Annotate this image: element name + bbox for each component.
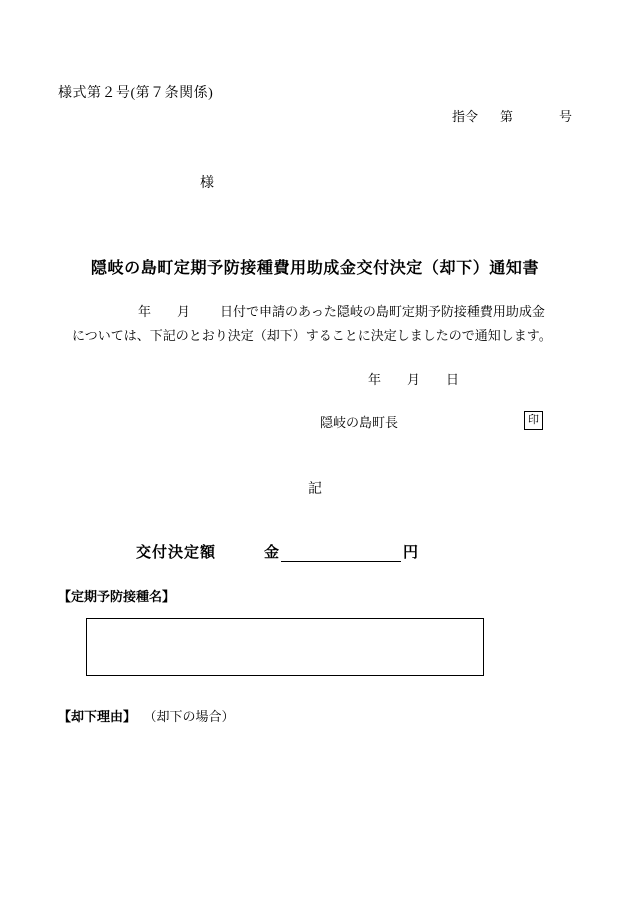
body-year: 年 [138,304,152,319]
form-number: 様式第２号(第７条関係) [58,86,214,101]
issue-date-line [368,369,459,388]
seal-stamp-icon: 印 [524,411,543,430]
order-number-line [452,106,572,125]
order-label: 指令 [452,109,479,124]
date-month: 月 [407,372,421,387]
grant-amount-label: 交付決定額 [136,545,217,561]
grant-amount-row [136,541,418,562]
page-title: 隠岐の島町定期予防接種費用助成金交付決定（却下）通知書 [90,260,540,277]
addressee-honorific: 様 [200,176,214,191]
rejection-reason-note: （却下の場合） [150,709,235,724]
body-month: 月 [177,304,191,319]
grant-amount-input[interactable] [281,544,401,562]
vaccine-name-label: 【定期予防接種名】 [58,589,176,604]
order-go-label: 号 [559,109,573,124]
currency-prefix: 金 [264,545,280,561]
date-day: 日 [446,372,460,387]
date-year: 年 [368,372,382,387]
currency-suffix: 円 [403,545,419,561]
body-paragraph [72,300,572,348]
vaccine-name-input[interactable] [86,618,484,676]
body-line-2: については、下記のとおり決定（却下）することに決定しましたので通知します。 [72,328,552,344]
rejection-reason-label: 【却下理由】 [58,709,137,724]
body-day-clause: 日付で申請のあった隠岐の島町定期予防接種費用助成金 [220,304,545,319]
ki-mark: 記 [308,482,322,497]
rejection-reason-section [58,706,235,725]
issuer-name: 隠岐の島町長 [320,415,399,430]
order-dai-label: 第 [500,109,514,124]
